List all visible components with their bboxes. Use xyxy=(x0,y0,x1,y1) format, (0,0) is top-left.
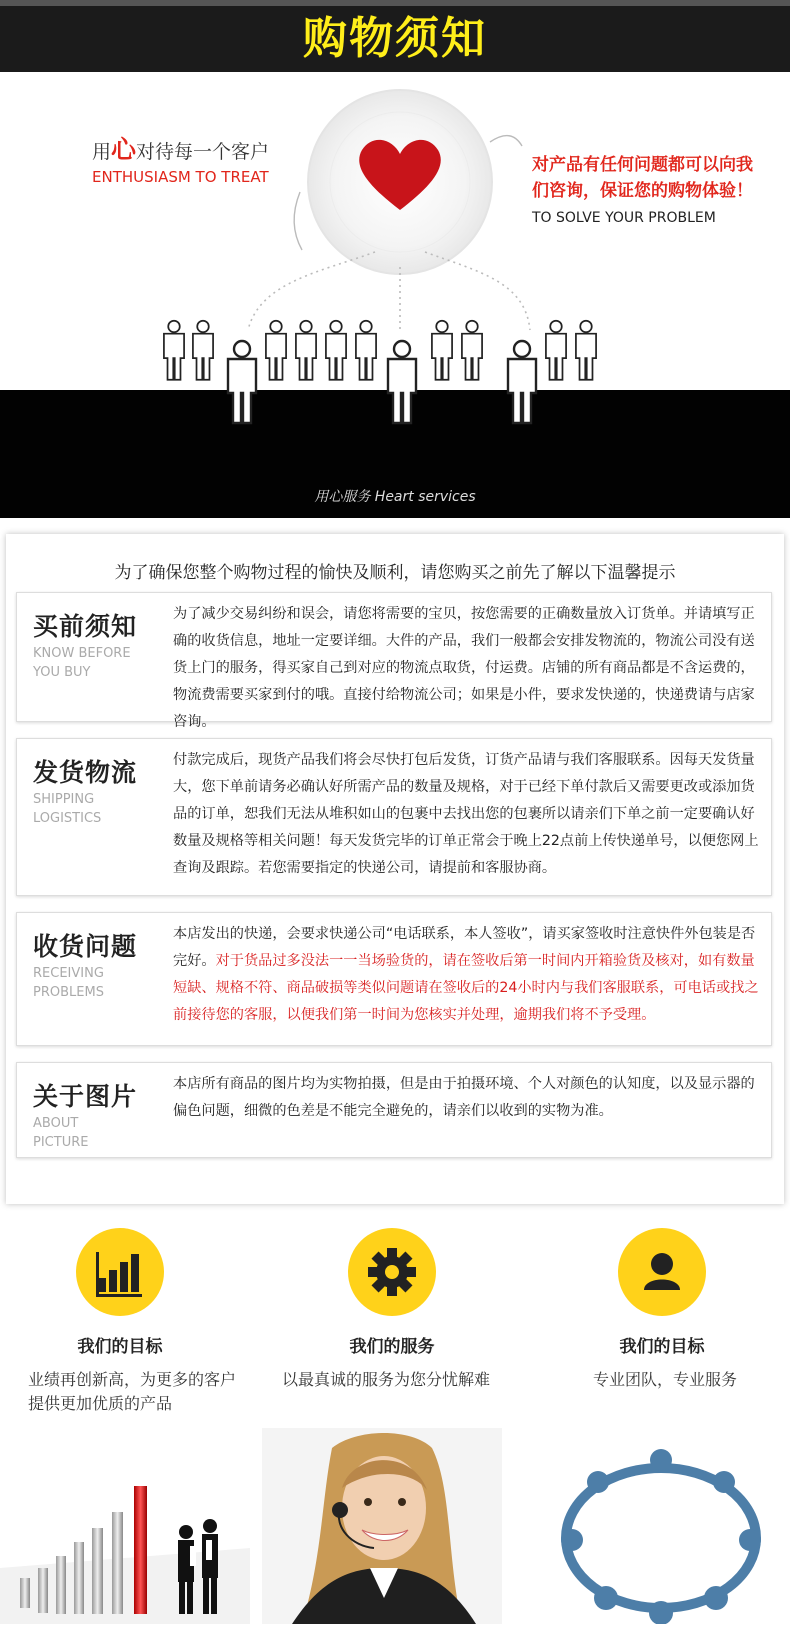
user-icon xyxy=(618,1228,706,1316)
card-subtitle-2: PROBLEMS xyxy=(33,985,104,1000)
small-person-figure xyxy=(164,321,184,380)
hero-left-big: 心 xyxy=(111,135,137,164)
card-title: 买前须知 xyxy=(33,612,138,641)
hero-tagline: 用心服务 Heart services xyxy=(314,489,476,505)
card-subtitle-2: YOU BUY xyxy=(33,665,91,680)
card-title: 关于图片 xyxy=(33,1082,138,1111)
card-title: 发货物流 xyxy=(33,758,138,787)
hero-section xyxy=(0,72,790,518)
goal-desc: 业绩再创新高，为更多的客户提供更加优质的产品 xyxy=(28,1370,237,1413)
card-before-buy xyxy=(16,592,772,730)
card-subtitle-1: KNOW BEFORE xyxy=(33,646,131,661)
card-text: 本店所有商品的图片均为实物拍摄，但是由于拍摄环境、个人对颜色的认知度，以及显示器的偏色问题，细微的色差是不能完全避免的，请亲们以收到的实物为准。 xyxy=(173,1076,755,1119)
header-banner xyxy=(0,0,790,72)
small-person-figure xyxy=(576,321,596,380)
business-growth-picture xyxy=(0,1428,250,1624)
small-person-figure xyxy=(356,321,376,380)
small-person-figure xyxy=(296,321,316,380)
hero-right-text xyxy=(532,152,762,226)
gear-icon xyxy=(348,1228,436,1316)
card-subtitle-1: ABOUT xyxy=(33,1116,79,1131)
card-text: 为了减少交易纠纷和误会，请您将需要的宝贝，按您需要的正确数量放入订货单。并请填写正确的收货信息，地址一定要详细。大件的产品，我们一般都会安排发物流的，物流公司没有送货上门的服务，得买家自己到对应的物流点取货，付运费。店铺的所有商品都是不含运费的，物流费需要买家到付的哦。直接付给物流公司；如果是小件，要求发快递的，快递费请与店家咨询。 xyxy=(173,606,755,730)
card-text-warning: 对于货品过多没法一一当场验货的，请在签收后第一时间内开箱验货及核对，如有数量短缺、规格不符、商品破损等类似问题请在签收后的24小时内与我们客服联系，可电话或找之前接待您的客服，以便我们第一时间为您核实并处理，逾期我们将不予受理。 xyxy=(173,953,759,1023)
hero-left-en: ENTHUSIASM TO TREAT xyxy=(92,168,269,186)
card-subtitle-1: SHIPPING xyxy=(33,792,95,807)
goal-title: 我们的服务 xyxy=(349,1337,435,1357)
card-text xyxy=(173,921,763,1029)
arrow-left-curve xyxy=(294,192,302,250)
goal-desc: 专业团队，专业服务 xyxy=(592,1370,737,1389)
goal-item xyxy=(0,1228,240,1357)
customer-service-picture xyxy=(262,1428,502,1624)
goal-title: 我们的目标 xyxy=(619,1337,705,1357)
card-pictures xyxy=(16,1062,772,1158)
small-person-figure xyxy=(266,321,286,380)
notice-intro: 为了确保您整个购物过程的愉快及顺利，请您购买之前先了解以下温馨提示 xyxy=(114,563,676,583)
bar-chart-icon xyxy=(76,1228,164,1316)
small-person-figure xyxy=(462,321,482,380)
arrow-right-curve xyxy=(490,136,522,146)
goal-title: 我们的目标 xyxy=(77,1337,163,1357)
small-person-figure xyxy=(546,321,566,380)
page-title: 购物须知 xyxy=(303,13,487,64)
hero-left-suffix: 对待每一个客户 xyxy=(136,141,270,163)
card-subtitle-2: LOGISTICS xyxy=(33,811,102,826)
hero-right-cn: 对产品有任何问题都可以向我们咨询，保证您的购物体验！ xyxy=(532,155,753,201)
goal-desc: 以最真诚的服务为您分忧解难 xyxy=(282,1370,491,1389)
hero-left-text xyxy=(92,130,269,186)
small-person-figure xyxy=(432,321,452,380)
card-subtitle-1: RECEIVING xyxy=(33,966,104,981)
goal-item xyxy=(542,1228,782,1357)
card-text-normal: 本店发出的快递，会要求快递公司“电话联系，本人签收”，请买家签收时注意快件外包装是否完好。 xyxy=(173,926,756,969)
card-title: 收货问题 xyxy=(33,932,138,961)
goal-item xyxy=(272,1228,512,1357)
notice-box xyxy=(6,534,784,1204)
people-figures xyxy=(164,321,596,423)
card-shipping xyxy=(16,738,772,896)
large-person-figure xyxy=(388,341,416,423)
card-subtitle-2: PICTURE xyxy=(33,1135,89,1150)
teamwork-picture xyxy=(536,1428,786,1624)
hero-left-prefix: 用 xyxy=(92,141,112,163)
card-text: 付款完成后，现货产品我们将会尽快打包后发货，订货产品请与我们客服联系。因每天发货量大，您下单前请务必确认好所需产品的数量及规格，对于已经下单付款后又需要更改或添加货品的订单，恕我们无法从堆积如山的包裹中去找出您的包裹所以请亲们下单之前一定要确认好数量及规格等相关问题！每天发货完毕的订单正常会于晚上22点前上传快递单号，以便您网上查询及跟踪。若您需要指定的快递公司，请提前和客服协商。 xyxy=(173,752,759,876)
small-person-figure xyxy=(193,321,213,380)
card-receiving xyxy=(16,912,772,1046)
small-person-figure xyxy=(326,321,346,380)
large-person-figure xyxy=(508,341,536,423)
hero-right-en: TO SOLVE YOUR PROBLEM xyxy=(532,210,716,226)
large-person-figure xyxy=(228,341,256,423)
